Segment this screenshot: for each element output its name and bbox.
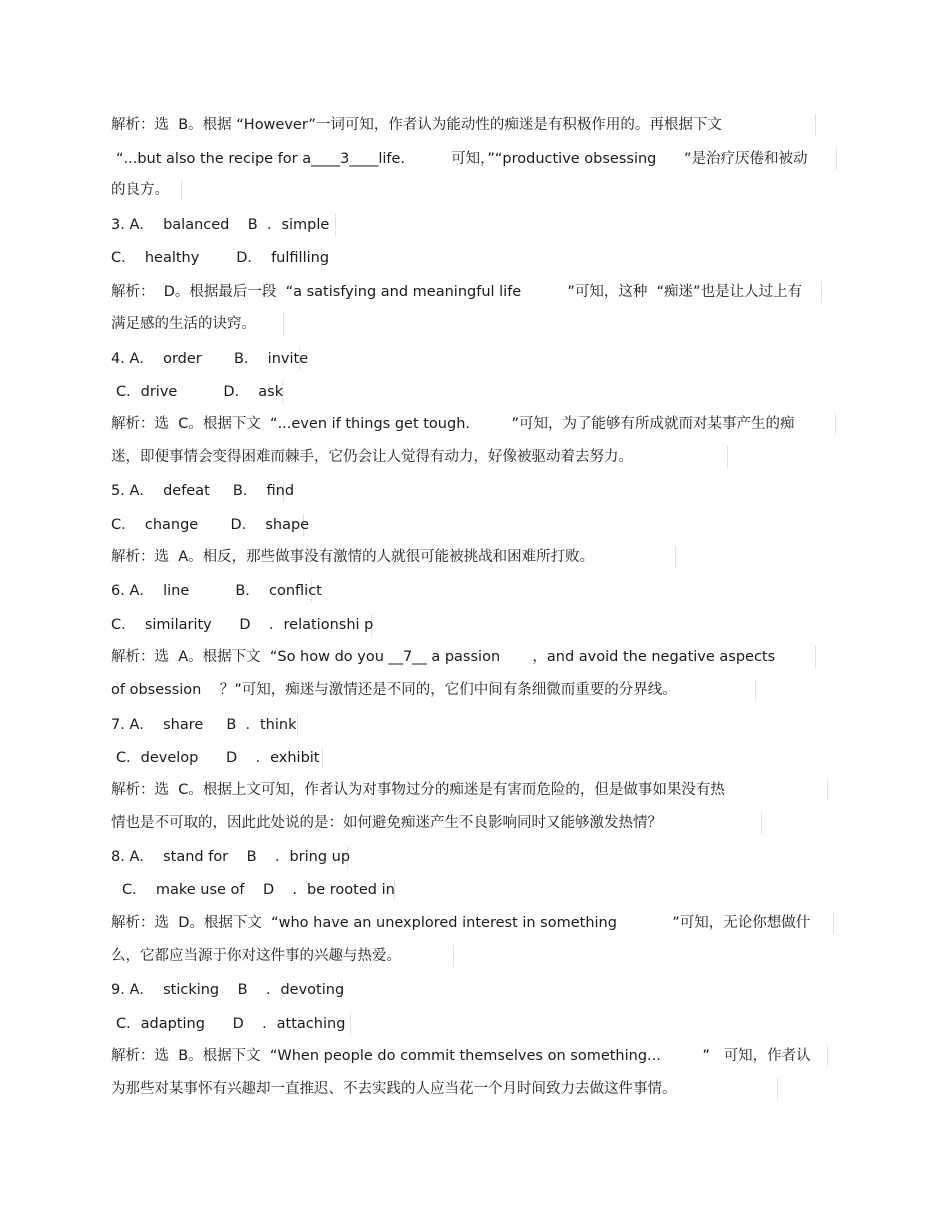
option-line: C．drive D． ask [116, 381, 283, 403]
text-line: 迷，即便事情会变得困难而棘手，它仍会让人觉得有动力，好像被驱动着去努力。 [111, 446, 728, 468]
text-line: 解析：选 B。根据下文 “When people do commit themselves on something... ” 可知，作者认 [111, 1045, 828, 1067]
text-line: of obsession ？”可知，痴迷与激情还是不同的，它们中间有条细微而重要的分界线。 [111, 679, 756, 701]
text-line: 满足感的生活的诀窍。 [111, 313, 284, 335]
text-line: 解析：选 C。根据上文可知，作者认为对事物过分的痴迷是有害而危险的，但是做事如果没有热 [111, 779, 828, 801]
text-line: 解析：选 C。根据下文 “...even if things get tough. ”可知，为了能够有所成就而对某事产生的痴 [111, 413, 836, 435]
option-line: 6. A． line B． conflict [111, 580, 312, 602]
option-line: 9. A． sticking B ．devoting [111, 979, 342, 1001]
text-line: 么，它都应当源于你对这件事的兴趣与热爱。 [111, 945, 454, 967]
option-line: C． healthy D． fulfilling [111, 247, 322, 269]
option-line: C．develop D ．exhibit [116, 747, 323, 769]
option-line: 3. A． balanced B ．simple [111, 214, 336, 236]
text-line: 解析：选 A。根据下文 “So how do you __7__ a passion ，and avoid the negative aspects [111, 646, 816, 668]
text-line: 解析：选 D。根据下文 “who have an unexplored interest in something ”可知，无论你想做什 [111, 912, 834, 934]
text-line: “...but also the recipe for a____3____life. 可知，”“productive obsessing ”是治疗厌倦和被动 [116, 148, 837, 170]
option-line: 5. A． defeat B． find [111, 480, 284, 502]
text-line: 为那些对某事怀有兴趣却一直推迟、不去实践的人应当花一个月时间致力去做这件事情。 [111, 1078, 778, 1100]
option-line: 4. A． order B． invite [111, 348, 300, 370]
option-line: 7. A． share B ．think [111, 714, 298, 736]
option-line: C． similarity D ．relationshi p [111, 614, 372, 636]
text-line: 情也是不可取的，因此此处说的是：如何避免痴迷产生不良影响同时又能够激发热情？ [111, 812, 762, 834]
option-line: C．adapting D ．attaching [116, 1013, 351, 1035]
option-line: C． make use of D ．be rooted in [122, 879, 395, 901]
text-line: 的良方。 [111, 179, 182, 201]
option-line: C． change D． shape [111, 514, 304, 536]
text-line: 解析： D。根据最后一段 “a satisfying and meaningful life ”可知，这种 “痴迷”也是让人过上有 [111, 281, 822, 303]
option-line: 8. A． stand for B ．bring up [111, 846, 348, 868]
text-line: 解析：选 A。相反，那些做事没有激情的人就很可能被挑战和困难所打败。 [111, 546, 676, 568]
text-line: 解析：选 B。根据 “However”一词可知，作者认为能动性的痴迷是有积极作用的。再根据下文 [111, 114, 816, 136]
